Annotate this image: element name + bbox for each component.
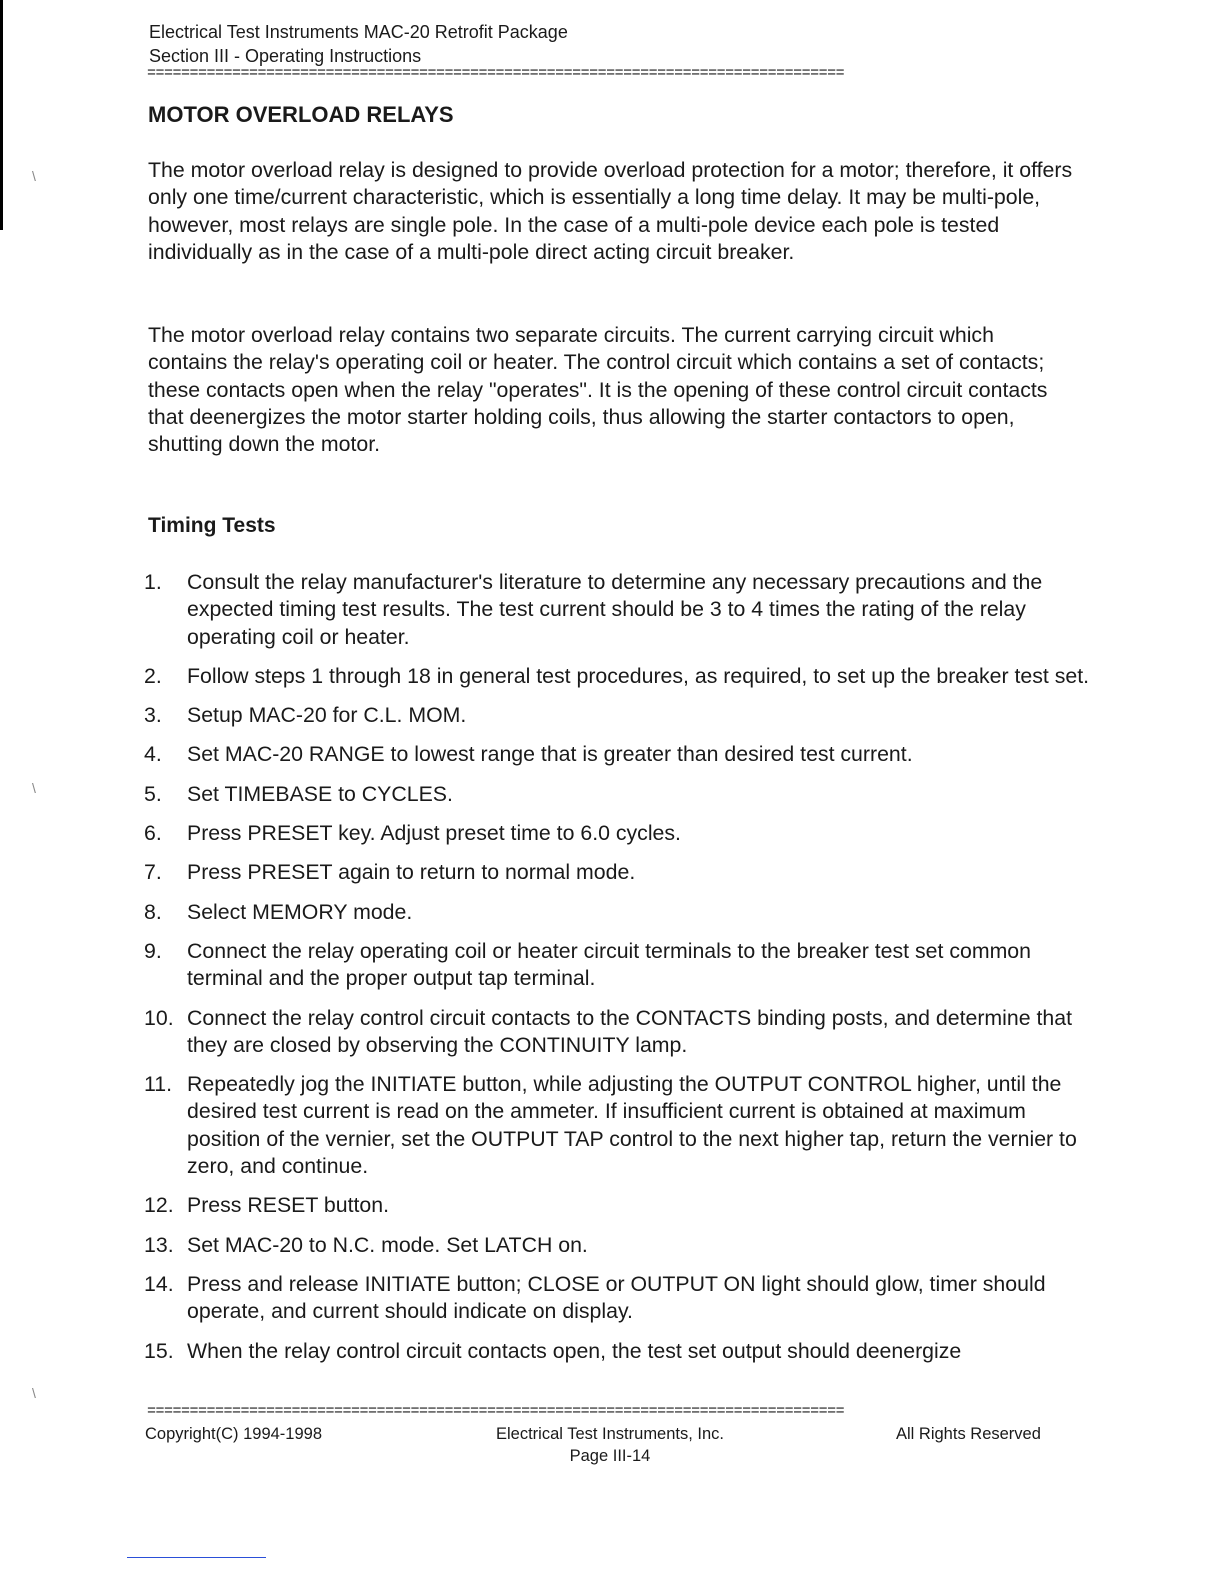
list-item: [140, 1071, 1090, 1180]
step-text: When the relay control circuit contacts open, the test set output should deenergize: [187, 1338, 962, 1363]
list-item: [140, 741, 1090, 768]
step-text: Set TIMEBASE to CYCLES.: [187, 781, 453, 806]
step-number: 14.: [144, 1271, 174, 1296]
page-number: Page III-14: [569, 1447, 651, 1465]
scan-speck: \: [32, 780, 36, 796]
footer-company: Electrical Test Instruments, Inc.: [495, 1425, 725, 1443]
list-item: [140, 859, 1090, 886]
paragraph-circuits: The motor overload relay contains two separate circuits. The current carrying circuit which contains the relay's operating coil or heater. The control circuit which contains a set of contacts; these contacts open when the relay "operates". It is the opening of these control circuit contacts that deenergizes the motor starter holding coils, thus allowing the starter contactors to open, shutting down the motor.: [148, 323, 1048, 457]
step-text: Repeatedly jog the INITIATE button, while adjusting the OUTPUT CONTROL higher, until the desired test current is read on the ammeter. If insufficient current is obtained at maximum position of the vernier, set the OUTPUT TAP control to the next higher tap, return the vernier to zero, and continue.: [187, 1072, 1077, 1179]
scan-speck: \: [32, 168, 36, 184]
section-title: MOTOR OVERLOAD RELAYS: [148, 102, 454, 127]
list-item: [140, 938, 1090, 993]
list-item: [140, 820, 1090, 847]
footer-separator: ==================================================================================: [147, 1405, 845, 1419]
footer-rights: All Rights Reserved: [896, 1425, 1041, 1443]
step-number: 10.: [144, 1005, 174, 1030]
step-number: 1.: [144, 570, 162, 594]
header-section: Section III - Operating Instructions: [149, 46, 422, 66]
step-text: Press PRESET again to return to normal mode.: [187, 860, 636, 885]
footer-center: [485, 1423, 735, 1467]
step-number: 12.: [144, 1193, 174, 1218]
list-item: [140, 781, 1090, 808]
header-separator: ==================================================================================: [147, 67, 845, 81]
step-text: Follow steps 1 through 18 in general test procedures, as required, to set up the breaker test set.: [187, 663, 1090, 688]
step-number: 15.: [144, 1338, 174, 1363]
footer-copyright: Copyright(C) 1994-1998: [145, 1425, 323, 1443]
step-text: Set MAC-20 RANGE to lowest range that is greater than desired test current.: [187, 742, 913, 767]
step-text: Connect the relay control circuit contacts to the CONTACTS binding posts, and determine that they are closed by observing the CONTINUITY lamp.: [187, 1005, 1073, 1057]
list-item: [140, 1192, 1090, 1219]
step-text: Select MEMORY mode.: [187, 899, 413, 924]
page-header: [149, 20, 568, 68]
step-number: 4.: [144, 742, 162, 767]
bottom-rule: [127, 1557, 266, 1558]
step-number: 8.: [144, 899, 162, 924]
header-doc-title: Electrical Test Instruments MAC-20 Retrofit Package: [149, 22, 568, 42]
paragraph-intro: The motor overload relay is designed to provide overload protection for a motor; therefore, it offers only one time/current characteristic, which is essentially a long time delay. It may be multi-pole, however, most relays are single pole. In the case of a multi-pole device each pole is tested individually as in the case of a multi-pole direct acting circuit breaker.: [148, 158, 1073, 264]
step-number: 2.: [144, 663, 162, 688]
step-number: 11.: [144, 1072, 173, 1097]
step-text: Connect the relay operating coil or heater circuit terminals to the breaker test set common terminal and the proper output tap terminal.: [187, 938, 1031, 991]
step-text: Consult the relay manufacturer's literature to determine any necessary precautions and the expected timing test results. The test current should be 3 to 4 times the rating of the relay operating coil or heater.: [187, 570, 1043, 649]
list-item: [140, 1271, 1090, 1326]
step-number: 9.: [144, 938, 162, 963]
list-item: [140, 1005, 1090, 1060]
subsection-title: Timing Tests: [148, 514, 276, 537]
scan-speck: \: [32, 1385, 36, 1401]
step-text: Set MAC-20 to N.C. mode. Set LATCH on.: [187, 1232, 588, 1257]
step-text: Setup MAC-20 for C.L. MOM.: [187, 703, 467, 728]
list-item: [140, 663, 1090, 690]
step-text: Press RESET button.: [187, 1193, 390, 1218]
list-item: [140, 569, 1090, 651]
step-number: 7.: [144, 860, 162, 885]
step-number: 13.: [144, 1232, 174, 1257]
timing-test-steps: [140, 569, 1090, 1377]
step-number: 3.: [144, 703, 162, 728]
step-text: Press and release INITIATE button; CLOSE or OUTPUT ON light should glow, timer should operate, and current should indicate on display.: [187, 1271, 1046, 1324]
list-item: [140, 1232, 1090, 1259]
list-item: [140, 702, 1090, 729]
step-text: Press PRESET key. Adjust preset time to 6.0 cycles.: [187, 821, 681, 846]
step-number: 6.: [144, 821, 162, 846]
list-item: [140, 899, 1090, 926]
list-item: [140, 1338, 1090, 1365]
step-number: 5.: [144, 781, 162, 806]
scan-margin-mark: [0, 0, 3, 230]
